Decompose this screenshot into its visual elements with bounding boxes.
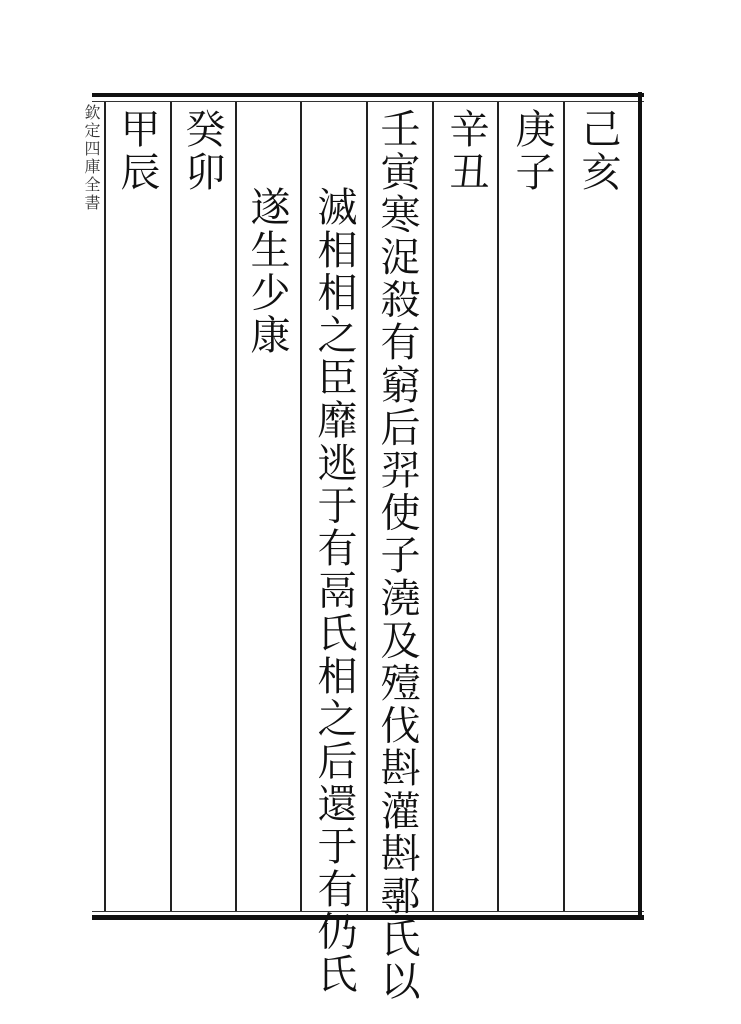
margin-title: 欽定四庫全書 [82,104,101,212]
column-divider [366,102,368,911]
text-column-6: 遂生少康 [244,186,290,357]
text-column-3: 辛丑 [443,108,489,194]
bottom-border-thick [92,915,644,920]
text-column-7: 癸卯 [179,108,225,194]
column-divider [235,102,237,911]
column-divider [432,102,434,911]
bottom-border-thin [92,911,644,912]
column-divider [300,102,302,911]
text-column-5: 滅相相之臣靡逃于有鬲氏相之后還于有仍氏 [311,186,357,996]
column-divider [170,102,172,911]
text-column-2: 庚子 [509,108,555,194]
text-column-1: 己亥 [575,108,621,194]
right-border [638,92,642,920]
margin-strip [78,102,104,911]
text-column-8: 甲辰 [114,108,160,194]
column-divider [104,102,106,911]
column-divider [497,102,499,911]
top-border-thin [92,101,644,102]
top-border-thick [92,93,644,97]
text-column-4: 壬寅寒浞殺有窮后羿使子澆及殪伐斟灌斟鄩氏以 [374,108,420,1003]
column-divider [563,102,565,911]
